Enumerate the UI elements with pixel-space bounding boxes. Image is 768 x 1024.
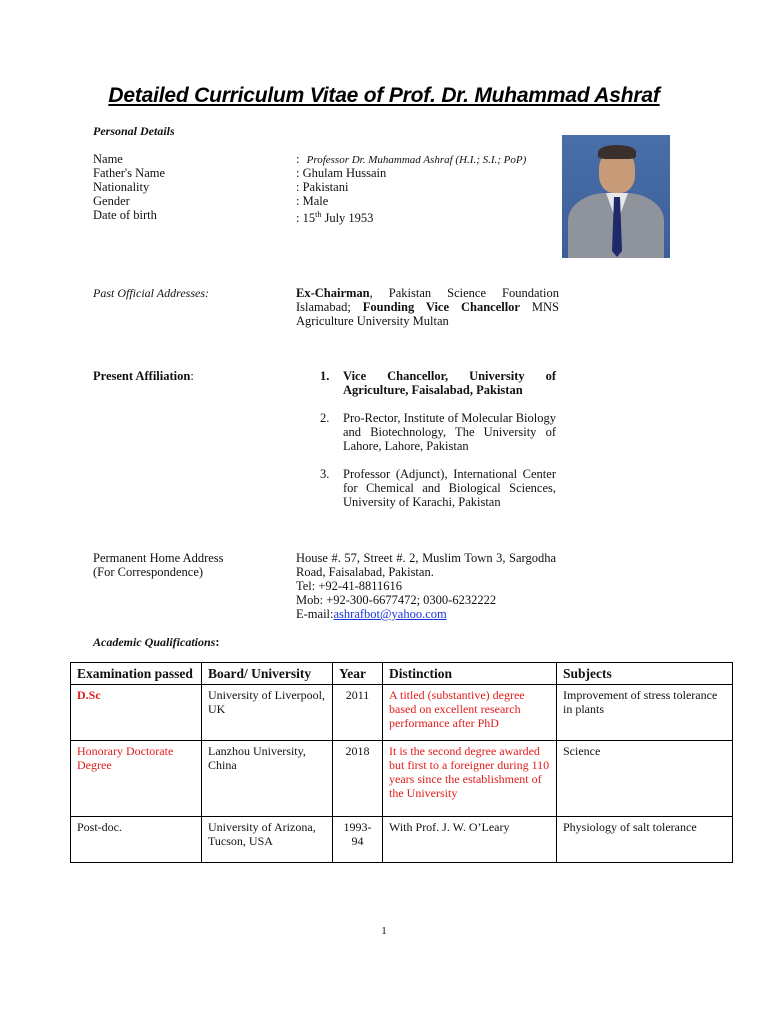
nationality-value: : Pakistani: [296, 180, 349, 194]
distinction-cell: With Prof. J. W. O’Leary: [383, 817, 557, 863]
ex-chairman-title: Ex-Chairman: [296, 286, 370, 300]
email-label: E-mail:: [296, 607, 334, 621]
year-cell: 2018: [333, 741, 383, 817]
academic-heading-wrap: [93, 635, 220, 650]
photo-hair: [598, 145, 636, 159]
affiliation-1-number: 1.: [320, 369, 330, 383]
academic-heading: Academic Qualifications: [93, 635, 216, 649]
year-cell: 1993-94: [333, 817, 383, 863]
father-name-row: [0, 166, 560, 180]
personal-details-block: [0, 152, 560, 226]
table-row: [71, 685, 733, 741]
exam-cell: Honorary Doctorate Degree: [71, 741, 202, 817]
col-header-distinction: Distinction: [383, 663, 557, 685]
subjects-cell: Improvement of stress tolerance in plants: [557, 685, 733, 741]
nationality-label: Nationality: [93, 180, 150, 194]
present-affiliation-label: Present Affiliation: [93, 369, 191, 383]
home-address-label-line2: (For Correspondence): [93, 565, 204, 579]
dob-day: : 15: [296, 211, 316, 226]
exam-cell: D.Sc: [71, 685, 202, 741]
academic-heading-colon: :: [215, 635, 220, 649]
distinction-cell: A titled (substantive) degree based on excellent research performance after PhD: [383, 685, 557, 741]
dob-month-year: July 1953: [321, 211, 374, 226]
affiliation-2-text: Pro-Rector, Institute of Molecular Biology and Biotechnology, The University of Lahore, Lahore, Pakistan: [343, 411, 557, 453]
page-number: 1: [381, 925, 387, 937]
distinction-cell: It is the second degree awarded but first to a foreigner during 110 years since the establishment of the University: [383, 741, 557, 817]
name-value-wrap: [296, 152, 526, 167]
name-row: [0, 152, 560, 166]
col-header-board: Board/ University: [202, 663, 333, 685]
table-row: [71, 741, 733, 817]
personal-details-heading: Personal Details: [93, 124, 175, 138]
exam-cell: Post-doc.: [71, 817, 202, 863]
name-label: Name: [93, 152, 123, 166]
email-link[interactable]: ashrafbot@yahoo.com: [333, 607, 447, 621]
founding-vc-title: Founding Vice Chancellor: [362, 300, 520, 314]
past-address-part2: MNS Agriculture University Multan: [296, 300, 560, 328]
board-cell: Lanzhou University, China: [202, 741, 333, 817]
present-affiliation-label-wrap: [93, 369, 194, 384]
email-line: [296, 607, 556, 621]
nationality-row: [0, 180, 560, 194]
col-header-subjects: Subjects: [557, 663, 733, 685]
affiliation-3-number: 3.: [320, 467, 330, 481]
document-title: Detailed Curriculum Vitae of Prof. Dr. Muhammad Ashraf: [108, 84, 660, 107]
col-header-year: Year: [333, 663, 383, 685]
home-address-text: House #. 57, Street #. 2, Muslim Town 3, Sargodha Road, Faisalabad, Pakistan.: [296, 551, 556, 579]
subjects-cell: Science: [557, 741, 733, 817]
name-value: Professor Dr. Muhammad Ashraf (H.I.; S.I.; PoP): [306, 154, 527, 166]
gender-row: [0, 194, 560, 208]
academic-qualifications-table: [70, 662, 733, 863]
gender-value: : Male: [296, 194, 329, 208]
past-addresses-value: [296, 286, 559, 328]
year-cell: 2011: [333, 685, 383, 741]
home-address-value: [296, 551, 556, 621]
home-address-label-line1: Permanent Home Address: [93, 551, 224, 565]
past-addresses-label: Past Official Addresses:: [93, 286, 209, 300]
affiliation-2-number: 2.: [320, 411, 330, 425]
table-header-row: [71, 663, 733, 685]
dob-row: [0, 208, 560, 226]
affiliation-3-text: Professor (Adjunct), International Center for Chemical and Biological Sciences, University of Karachi, Pakistan: [343, 467, 556, 509]
affiliation-1-text: Vice Chancellor, University of Agriculture, Faisalabad, Pakistan: [343, 369, 556, 397]
mobile: Mob: +92-300-6677472; 0300-6232222: [296, 593, 497, 607]
home-address-label: [93, 551, 224, 579]
col-header-exam: Examination passed: [71, 663, 202, 685]
dob-value: [296, 208, 373, 225]
past-address-part1: , Pakistan Science Foundation Islamabad;: [296, 286, 559, 314]
present-affiliation-colon: :: [190, 369, 194, 383]
table-row: [71, 817, 733, 863]
subjects-cell: Physiology of salt tolerance: [557, 817, 733, 863]
gender-label: Gender: [93, 194, 130, 208]
father-name-label: Father's Name: [93, 166, 166, 180]
name-colon: :: [296, 152, 300, 166]
father-name-value: : Ghulam Hussain: [296, 166, 387, 180]
telephone: Tel: +92-41-8811616: [296, 579, 403, 593]
dob-label: Date of birth: [93, 208, 157, 222]
board-cell: University of Liverpool, UK: [202, 685, 333, 741]
dob-ordinal: th: [315, 210, 322, 219]
profile-photo: [562, 135, 670, 258]
board-cell: University of Arizona, Tucson, USA: [202, 817, 333, 863]
